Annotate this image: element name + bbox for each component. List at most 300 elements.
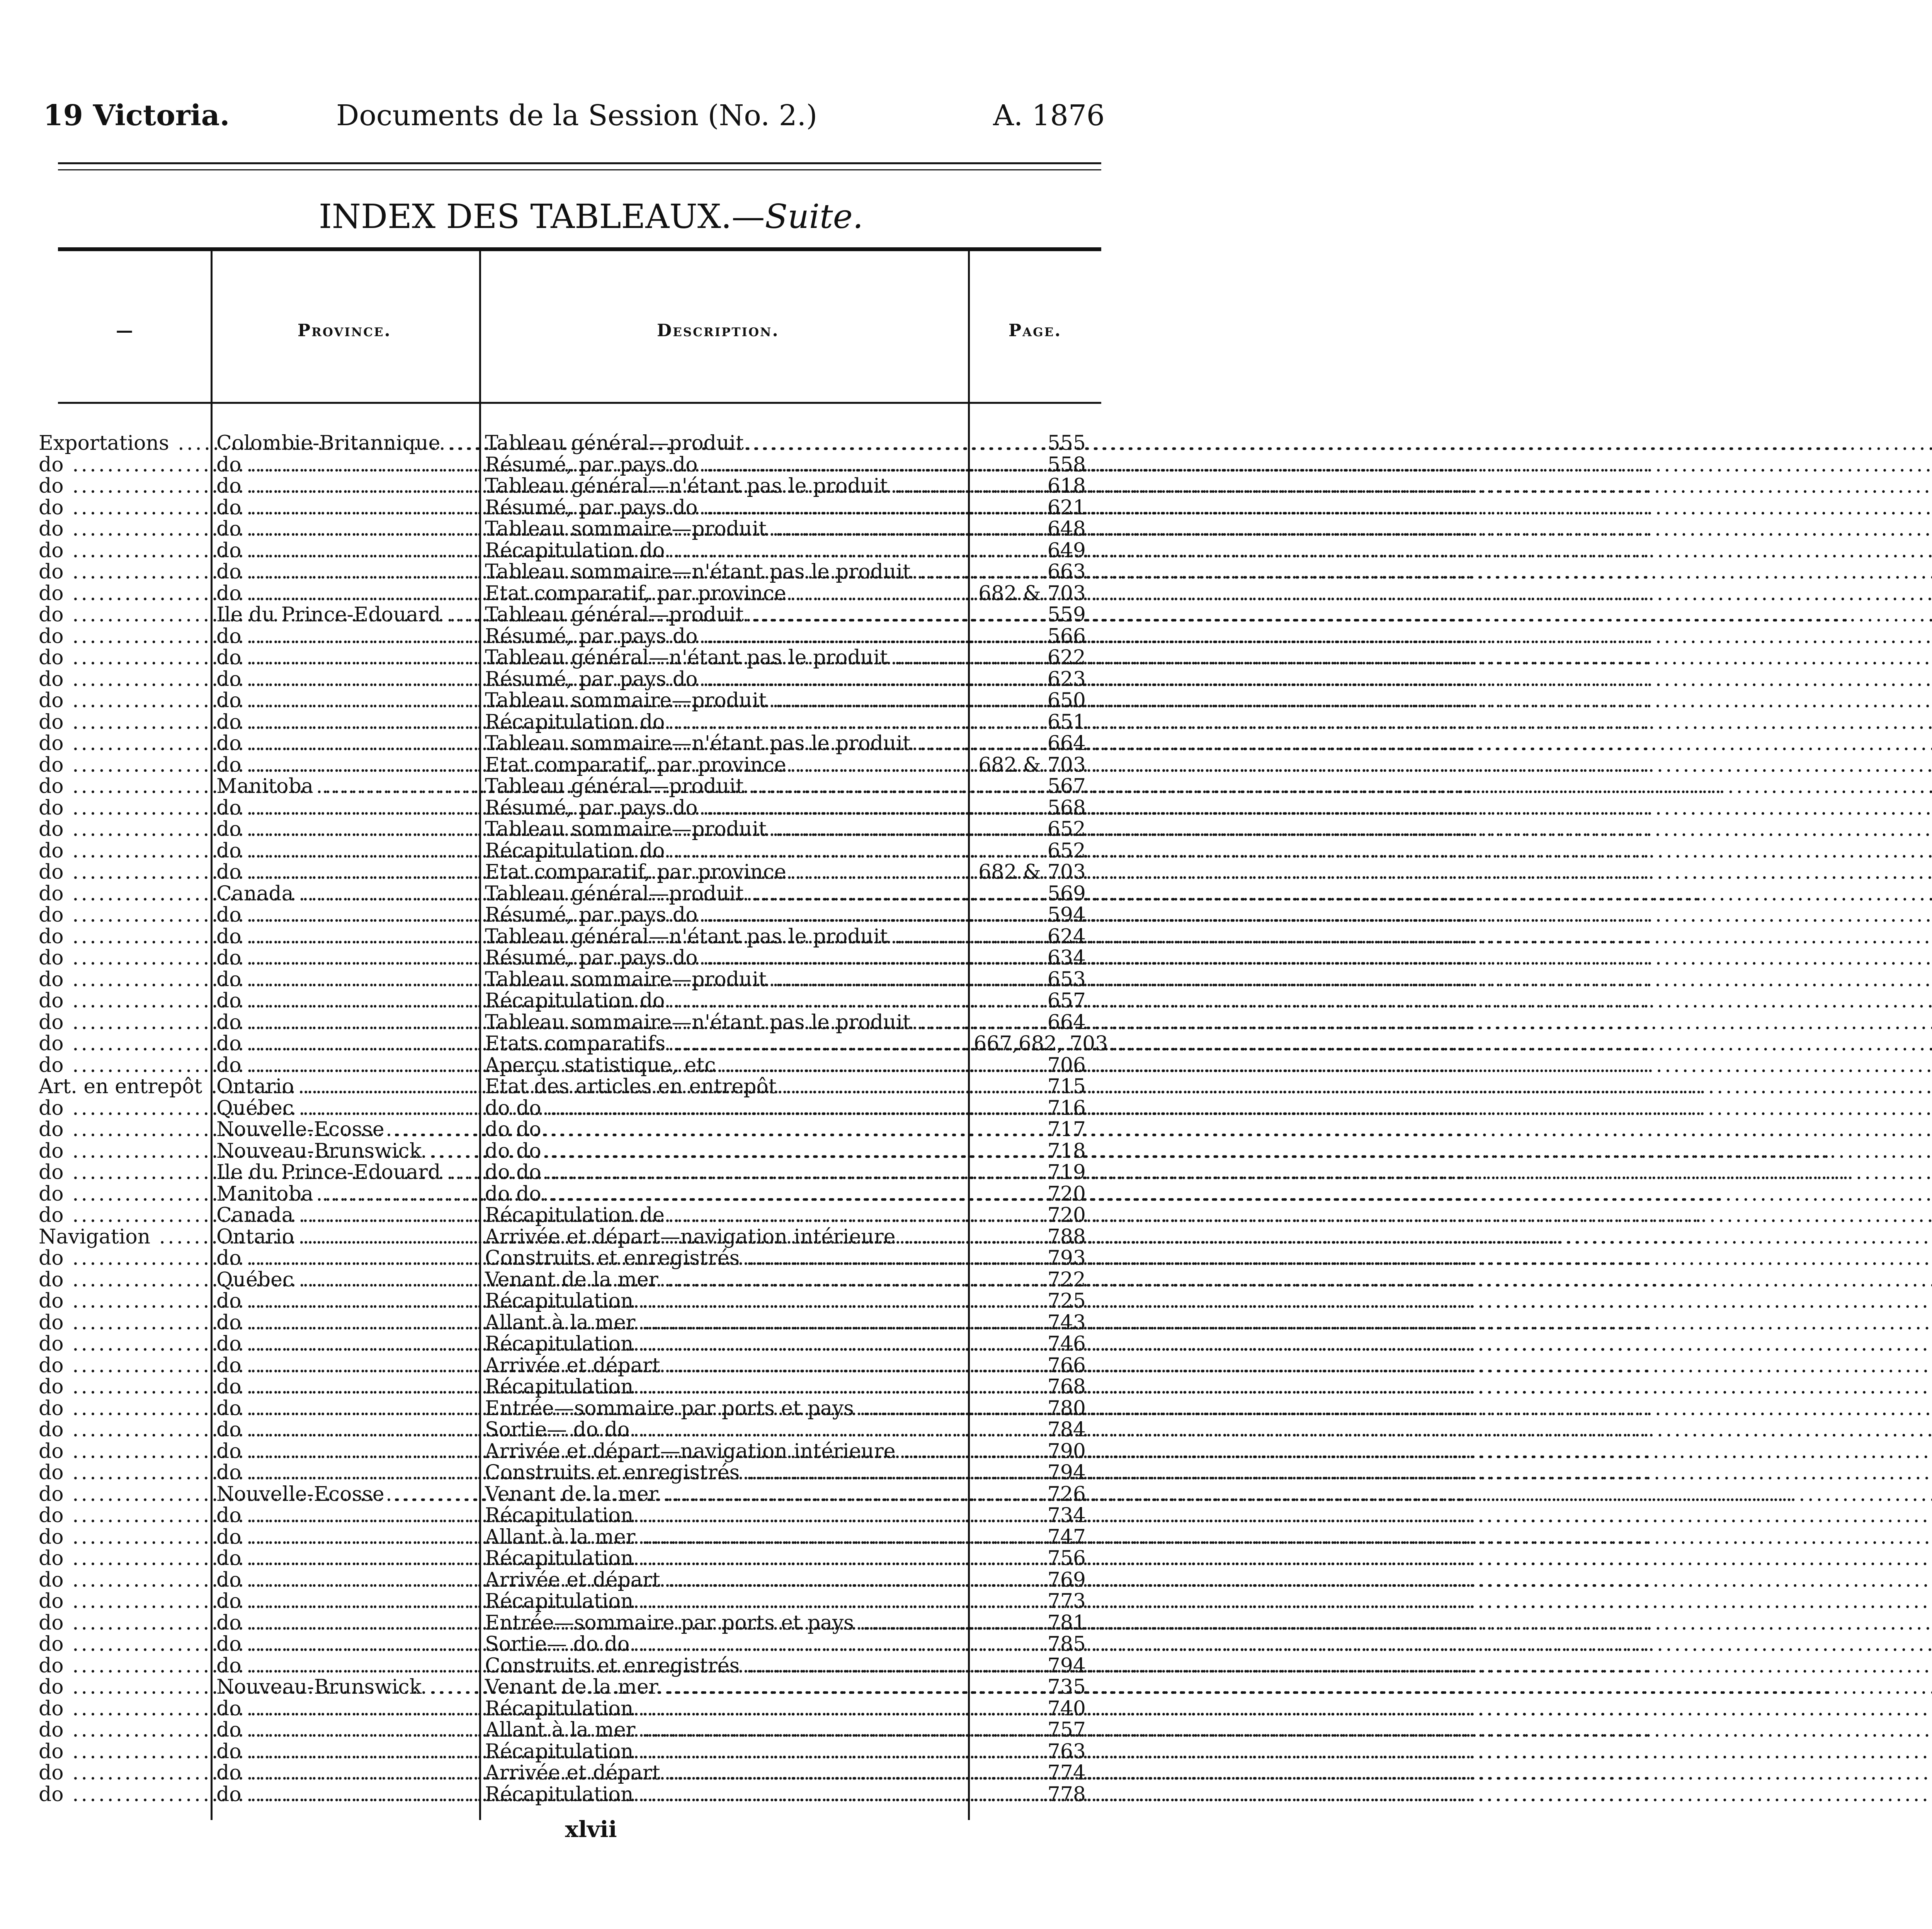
row-subject: do .....: [39, 1484, 209, 1505]
row-subject: do .....: [39, 1098, 209, 1119]
header-document-title: Documents de la Session (No. 2.): [336, 99, 818, 132]
row-description: Construits et enregistrés .....: [485, 1248, 964, 1269]
row-page: 622: [1047, 646, 1086, 669]
row-subject: do .....: [39, 1248, 209, 1269]
index-table: [0, 433, 1182, 1805]
row-description: Résumé, par pays do .....: [485, 947, 964, 969]
table-row: [0, 583, 1182, 605]
row-subject: do .....: [39, 1613, 209, 1634]
row-page: 794: [1047, 1461, 1086, 1484]
row-page: 768: [1047, 1375, 1086, 1398]
column-header-province: Province.: [298, 321, 391, 340]
row-description: Tableau sommaire—produit .....: [485, 819, 964, 840]
row-subject: do .....: [39, 1419, 209, 1441]
row-subject: do .....: [39, 1312, 209, 1334]
column-header-page: Page.: [1009, 321, 1062, 340]
table-row: [0, 1741, 1182, 1763]
row-province: do .....: [216, 1762, 477, 1784]
row-subject: do .....: [39, 690, 209, 712]
row-page: 720: [1047, 1204, 1086, 1227]
table-row: [0, 1012, 1182, 1034]
row-subject: do .....: [39, 519, 209, 540]
row-subject: do .....: [39, 1355, 209, 1377]
row-page: 781: [1047, 1611, 1086, 1635]
row-description: Résumé, par pays do .....: [485, 626, 964, 648]
row-province: do .....: [216, 990, 477, 1012]
table-row: [0, 540, 1182, 562]
row-province: do .....: [216, 1741, 477, 1763]
row-page: 664: [1047, 1010, 1086, 1034]
row-page: 747: [1047, 1525, 1086, 1549]
row-description: Sortie— do do .....: [485, 1419, 964, 1441]
table-row: [0, 1762, 1182, 1784]
row-subject: do .....: [39, 1012, 209, 1034]
table-row: [0, 1548, 1182, 1570]
row-province: do .....: [216, 1548, 477, 1570]
row-province: do .....: [216, 969, 477, 991]
table-row: [0, 1055, 1182, 1077]
row-subject: do .....: [39, 626, 209, 648]
row-subject: do .....: [39, 1548, 209, 1570]
row-description: Récapitulation .....: [485, 1591, 964, 1613]
row-description: Etat des articles en entrepôt .....: [485, 1076, 964, 1098]
row-province: do .....: [216, 1720, 477, 1741]
table-row: [0, 1441, 1182, 1463]
row-description: Tableau général—produit .....: [485, 433, 964, 454]
table-row: [0, 1655, 1182, 1677]
row-province: Ile du Prince-Edouard .....: [216, 1162, 477, 1184]
row-subject: do .....: [39, 669, 209, 691]
row-province: do .....: [216, 1033, 477, 1055]
table-row: [0, 755, 1182, 776]
row-subject: do .....: [39, 1205, 209, 1226]
row-page: 763: [1047, 1740, 1086, 1763]
row-subject: do .....: [39, 561, 209, 583]
table-row: [0, 476, 1182, 497]
row-subject: do .....: [39, 1677, 209, 1698]
row-province: do .....: [216, 1698, 477, 1720]
row-description: Récapitulation .....: [485, 1698, 964, 1720]
row-description: Tableau général—n'étant pas le produit .....: [485, 476, 964, 497]
row-page: 715: [1047, 1075, 1086, 1098]
row-subject: do .....: [39, 1505, 209, 1527]
row-description: do do .....: [485, 1098, 964, 1119]
row-page: 568: [1047, 796, 1086, 820]
row-subject: do .....: [39, 1398, 209, 1420]
column-header-subject: —: [116, 321, 134, 340]
table-row: [0, 776, 1182, 798]
row-page: 657: [1047, 989, 1086, 1012]
table-row: [0, 1184, 1182, 1205]
table-row: [0, 1226, 1182, 1248]
table-row: [0, 905, 1182, 926]
table-row: [0, 1784, 1182, 1806]
row-subject: do .....: [39, 1141, 209, 1162]
row-page: 740: [1047, 1697, 1086, 1720]
row-province: Ile du Prince-Edouard .....: [216, 604, 477, 626]
row-province: Québec .....: [216, 1098, 477, 1119]
row-province: do .....: [216, 1248, 477, 1269]
row-province: Nouvelle-Ecosse .....: [216, 1119, 477, 1141]
row-page: 651: [1047, 710, 1086, 734]
page-folio: xlvii: [565, 1816, 617, 1842]
row-description: Tableau sommaire—n'étant pas le produit .....: [485, 561, 964, 583]
row-page: 769: [1047, 1568, 1086, 1592]
row-page: 621: [1047, 496, 1086, 519]
row-subject: do .....: [39, 905, 209, 926]
column-header-rule: [58, 402, 1101, 404]
table-row: [0, 1312, 1182, 1334]
row-subject: do .....: [39, 1033, 209, 1055]
row-province: do .....: [216, 947, 477, 969]
table-row: [0, 1334, 1182, 1355]
row-province: Ontario .....: [216, 1076, 477, 1098]
table-row: [0, 990, 1182, 1012]
row-description: Construits et enregistrés .....: [485, 1655, 964, 1677]
row-page: 718: [1047, 1139, 1086, 1163]
table-row: [0, 862, 1182, 883]
row-description: Entrée—sommaire par ports et pays .....: [485, 1398, 964, 1420]
table-row: [0, 497, 1182, 519]
row-province: do .....: [216, 926, 477, 948]
row-province: do .....: [216, 1312, 477, 1334]
table-row: [0, 1269, 1182, 1291]
title-rule: [58, 247, 1101, 251]
table-row: [0, 840, 1182, 862]
table-row: [0, 433, 1182, 454]
row-page: 726: [1047, 1482, 1086, 1506]
row-province: do .....: [216, 1570, 477, 1591]
row-province: do .....: [216, 1655, 477, 1677]
row-province: Colombie-Britannique .....: [216, 433, 477, 454]
row-province: do .....: [216, 1376, 477, 1398]
row-page: 650: [1047, 689, 1086, 712]
row-page: 618: [1047, 475, 1086, 498]
row-province: Manitoba .....: [216, 776, 477, 798]
table-row: [0, 626, 1182, 648]
row-page: 664: [1047, 732, 1086, 755]
row-description: Tableau sommaire—produit .....: [485, 690, 964, 712]
row-description: Etat comparatif, par province .....: [485, 583, 964, 605]
row-page: 722: [1047, 1268, 1086, 1291]
title-main: INDEX DES TABLEAUX.—: [318, 197, 765, 236]
row-province: do .....: [216, 840, 477, 862]
row-description: Allant à la mer .....: [485, 1527, 964, 1548]
row-description: Arrivée et départ—navigation intérieure .....: [485, 1441, 964, 1463]
table-row: [0, 969, 1182, 991]
row-page: 734: [1047, 1504, 1086, 1527]
row-province: do .....: [216, 583, 477, 605]
row-page: 784: [1047, 1418, 1086, 1441]
row-description: Récapitulation do .....: [485, 840, 964, 862]
row-description: Récapitulation .....: [485, 1334, 964, 1355]
row-description: Arrivée et départ—navigation intérieure .....: [485, 1226, 964, 1248]
row-description: Récapitulation do .....: [485, 990, 964, 1012]
table-row: [0, 733, 1182, 755]
row-page: 623: [1047, 667, 1086, 691]
row-page: 682 & 703: [978, 582, 1086, 605]
row-page: 594: [1047, 903, 1086, 927]
row-description: Tableau sommaire—produit .....: [485, 969, 964, 991]
row-province: do .....: [216, 1055, 477, 1077]
row-description: do do .....: [485, 1162, 964, 1184]
table-row: [0, 1248, 1182, 1269]
row-description: Venant de la mer .....: [485, 1677, 964, 1698]
row-province: do .....: [216, 1419, 477, 1441]
row-subject: do .....: [39, 1570, 209, 1591]
row-province: do .....: [216, 1462, 477, 1484]
row-subject: do .....: [39, 1376, 209, 1398]
row-subject: do .....: [39, 454, 209, 476]
row-page: 558: [1047, 453, 1086, 476]
table-row: [0, 669, 1182, 691]
table-row: [0, 712, 1182, 733]
table-row: [0, 1098, 1182, 1119]
table-row: [0, 1677, 1182, 1698]
row-page: 652: [1047, 818, 1086, 841]
table-row: [0, 883, 1182, 905]
row-province: do .....: [216, 819, 477, 840]
row-description: Arrivée et départ .....: [485, 1762, 964, 1784]
row-description: Tableau sommaire—produit .....: [485, 519, 964, 540]
row-description: Tableau général—produit .....: [485, 883, 964, 905]
row-page: 773: [1047, 1590, 1086, 1613]
row-subject: Art. en entrepôt .....: [39, 1076, 209, 1098]
table-row: [0, 798, 1182, 819]
row-page: 743: [1047, 1311, 1086, 1334]
row-description: Récapitulation .....: [485, 1741, 964, 1763]
row-page: 682 & 703: [978, 753, 1086, 777]
row-subject: do .....: [39, 1634, 209, 1655]
page-title: [0, 197, 1182, 236]
row-description: Résumé, par pays do .....: [485, 798, 964, 819]
row-subject: do .....: [39, 776, 209, 798]
row-page: 682 & 703: [978, 861, 1086, 884]
table-row: [0, 1634, 1182, 1655]
row-subject: do .....: [39, 733, 209, 755]
row-description: Construits et enregistrés .....: [485, 1462, 964, 1484]
row-subject: do .....: [39, 1784, 209, 1806]
table-row: [0, 1720, 1182, 1741]
row-province: do .....: [216, 647, 477, 669]
row-description: Récapitulation .....: [485, 1376, 964, 1398]
table-row: [0, 1462, 1182, 1484]
row-description: Allant à la mer .....: [485, 1312, 964, 1334]
row-province: do .....: [216, 1505, 477, 1527]
table-row: [0, 1505, 1182, 1527]
row-province: Canada .....: [216, 1205, 477, 1226]
row-page: 788: [1047, 1225, 1086, 1249]
row-description: do do .....: [485, 1119, 964, 1141]
row-page: 559: [1047, 603, 1086, 626]
row-province: do .....: [216, 1613, 477, 1634]
table-row: [0, 690, 1182, 712]
row-page: 756: [1047, 1547, 1086, 1570]
row-subject: do .....: [39, 1441, 209, 1463]
row-description: Allant à la mer .....: [485, 1720, 964, 1741]
row-page: 567: [1047, 775, 1086, 798]
table-row: [0, 561, 1182, 583]
table-row: [0, 1398, 1182, 1420]
row-description: Résumé, par pays do .....: [485, 497, 964, 519]
table-row: [0, 1205, 1182, 1226]
row-subject: do .....: [39, 1655, 209, 1677]
row-page: 780: [1047, 1397, 1086, 1420]
row-description: do do .....: [485, 1184, 964, 1205]
row-province: do .....: [216, 712, 477, 733]
table-row: [0, 1162, 1182, 1184]
row-description: Venant de la mer .....: [485, 1269, 964, 1291]
row-province: Manitoba .....: [216, 1184, 477, 1205]
row-subject: do .....: [39, 1162, 209, 1184]
row-province: do .....: [216, 540, 477, 562]
row-page: 649: [1047, 539, 1086, 562]
header-rule-top: [58, 162, 1101, 164]
row-page: 719: [1047, 1161, 1086, 1184]
table-row: [0, 1419, 1182, 1441]
row-subject: do .....: [39, 712, 209, 733]
row-page: 566: [1047, 624, 1086, 648]
row-subject: do .....: [39, 755, 209, 776]
row-description: Etat comparatif, par province .....: [485, 755, 964, 776]
row-province: do .....: [216, 1634, 477, 1655]
row-province: Québec .....: [216, 1269, 477, 1291]
table-row: [0, 1570, 1182, 1591]
row-page: 778: [1047, 1783, 1086, 1806]
row-description: Récapitulation .....: [485, 1548, 964, 1570]
table-row: [0, 1698, 1182, 1720]
row-province: do .....: [216, 476, 477, 497]
table-row: [0, 1076, 1182, 1098]
row-province: do .....: [216, 1784, 477, 1806]
row-description: Entrée—sommaire par ports et pays .....: [485, 1613, 964, 1634]
table-row: [0, 1591, 1182, 1613]
row-description: Résumé, par pays do .....: [485, 905, 964, 926]
row-province: do .....: [216, 1355, 477, 1377]
row-province: do .....: [216, 669, 477, 691]
row-province: do .....: [216, 755, 477, 776]
row-subject: do .....: [39, 1762, 209, 1784]
table-row: [0, 604, 1182, 626]
row-page: 757: [1047, 1718, 1086, 1742]
table-row: [0, 947, 1182, 969]
row-page: 663: [1047, 560, 1086, 583]
row-subject: do .....: [39, 476, 209, 497]
row-page: 735: [1047, 1676, 1086, 1699]
row-page: 717: [1047, 1118, 1086, 1141]
table-row: [0, 1484, 1182, 1505]
row-province: do .....: [216, 561, 477, 583]
row-subject: do .....: [39, 1291, 209, 1312]
row-subject: do .....: [39, 1591, 209, 1613]
row-description: Sortie— do do .....: [485, 1634, 964, 1655]
table-row: [0, 1527, 1182, 1548]
row-province: Ontario .....: [216, 1226, 477, 1248]
table-row: [0, 1141, 1182, 1162]
row-province: do .....: [216, 1398, 477, 1420]
row-subject: do .....: [39, 604, 209, 626]
row-province: do .....: [216, 1334, 477, 1355]
table-row: [0, 1355, 1182, 1377]
row-page: 624: [1047, 925, 1086, 948]
row-subject: do .....: [39, 862, 209, 883]
table-row: [0, 1119, 1182, 1141]
row-province: Nouveau-Brunswick .....: [216, 1677, 477, 1698]
row-page: 667,682, 703: [974, 1032, 1108, 1055]
row-description: Tableau général—produit .....: [485, 604, 964, 626]
row-description: Tableau sommaire—n'étant pas le produit .....: [485, 1012, 964, 1034]
row-subject: do .....: [39, 1462, 209, 1484]
row-page: 774: [1047, 1761, 1086, 1784]
row-description: Tableau général—n'étant pas le produit .....: [485, 647, 964, 669]
row-province: do .....: [216, 1591, 477, 1613]
column-header-description: Description.: [657, 321, 779, 340]
row-page: 725: [1047, 1289, 1086, 1313]
table-row: [0, 1376, 1182, 1398]
row-subject: do .....: [39, 883, 209, 905]
row-description: Arrivée et départ .....: [485, 1355, 964, 1377]
row-page: 793: [1047, 1247, 1086, 1270]
row-page: 720: [1047, 1182, 1086, 1206]
row-province: do .....: [216, 862, 477, 883]
row-description: Récapitulation de .....: [485, 1205, 964, 1226]
row-subject: do .....: [39, 583, 209, 605]
table-row: [0, 1613, 1182, 1634]
row-page: 634: [1047, 946, 1086, 970]
row-page: 794: [1047, 1654, 1086, 1677]
row-page: 569: [1047, 882, 1086, 905]
row-subject: do .....: [39, 1334, 209, 1355]
row-subject: Navigation .....: [39, 1226, 209, 1248]
header-rule-bottom: [58, 169, 1101, 170]
row-description: Récapitulation .....: [485, 1784, 964, 1806]
row-subject: do .....: [39, 819, 209, 840]
row-province: do .....: [216, 690, 477, 712]
row-province: do .....: [216, 1527, 477, 1548]
table-row: [0, 519, 1182, 540]
row-description: Récapitulation .....: [485, 1505, 964, 1527]
row-description: do do .....: [485, 1141, 964, 1162]
row-province: Canada .....: [216, 883, 477, 905]
row-province: Nouveau-Brunswick .....: [216, 1141, 477, 1162]
table-row: [0, 454, 1182, 476]
row-page: 652: [1047, 839, 1086, 862]
row-province: do .....: [216, 519, 477, 540]
row-description: Résumé, par pays do .....: [485, 454, 964, 476]
row-description: Tableau sommaire—n'étant pas le produit .....: [485, 733, 964, 755]
table-row: [0, 1291, 1182, 1312]
row-subject: do .....: [39, 1741, 209, 1763]
title-suffix: Suite.: [765, 197, 864, 236]
row-subject: do .....: [39, 647, 209, 669]
row-subject: do .....: [39, 926, 209, 948]
row-page: 790: [1047, 1439, 1086, 1463]
row-province: do .....: [216, 454, 477, 476]
row-province: do .....: [216, 733, 477, 755]
row-subject: do .....: [39, 840, 209, 862]
row-province: do .....: [216, 1012, 477, 1034]
row-subject: do .....: [39, 947, 209, 969]
row-description: Venant de la mer .....: [485, 1484, 964, 1505]
header-volume: 19 Victoria.: [43, 99, 230, 132]
row-subject: do .....: [39, 1269, 209, 1291]
row-page: 716: [1047, 1096, 1086, 1120]
row-province: do .....: [216, 1291, 477, 1312]
row-page: 766: [1047, 1354, 1086, 1377]
row-description: Récapitulation do .....: [485, 712, 964, 733]
row-description: Récapitulation do .....: [485, 540, 964, 562]
row-province: do .....: [216, 626, 477, 648]
